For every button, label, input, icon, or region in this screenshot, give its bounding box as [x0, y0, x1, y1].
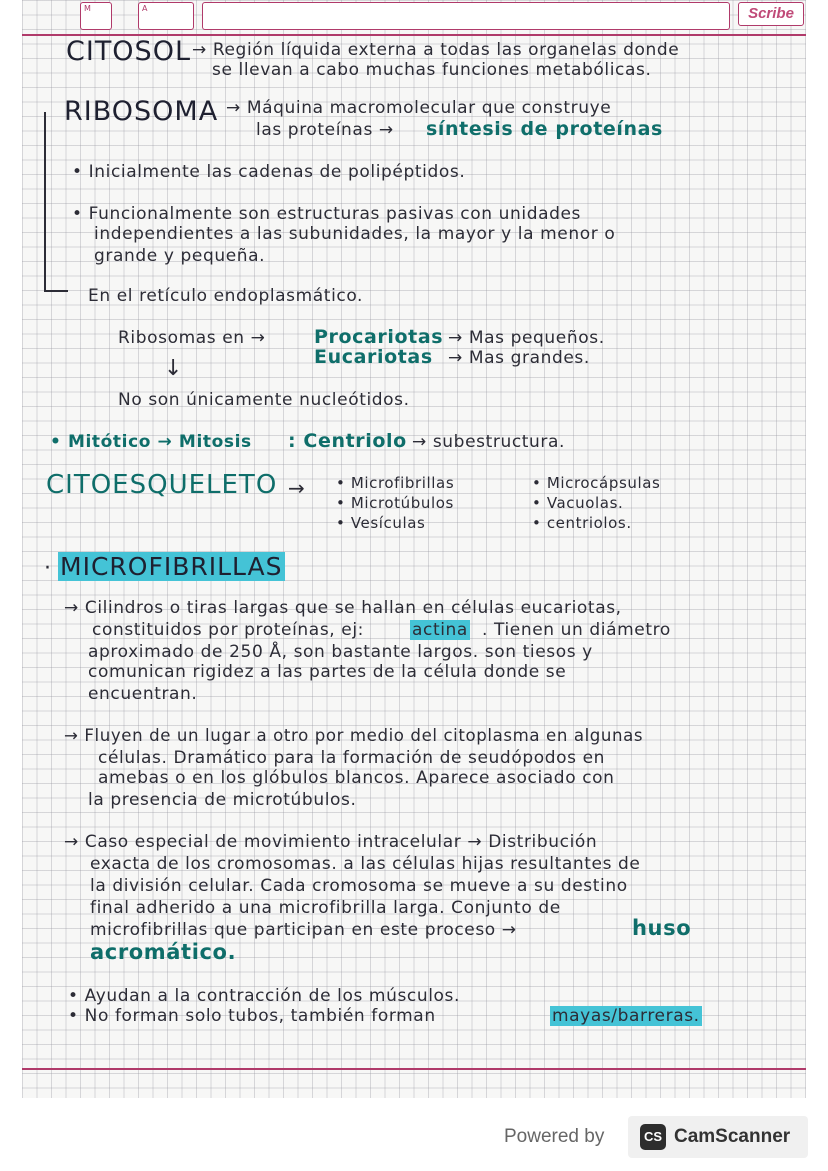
list-col1-item-2: • Microtúbulos	[336, 494, 454, 512]
header-letter-a: A	[142, 4, 148, 13]
p1-line-2a: constituidos por proteínas, ej:	[92, 620, 364, 640]
reticulo-text: En el retículo endoplasmático.	[88, 286, 364, 306]
bullet-1: • Inicialmente las cadenas de polipéptidos.	[72, 162, 466, 182]
no-son-text: No son únicamente nucleótidos.	[118, 390, 410, 410]
centriolo-label: : Centriolo	[288, 430, 407, 452]
bullet-2b: independientes a las subunidades, la mayor y la menor o	[94, 224, 616, 244]
p3-line-4: final adherido a una microfibrilla larga. Conjunto de	[90, 898, 561, 918]
procariotas-label: Procariotas	[314, 326, 444, 348]
ribosomas-en: Ribosomas en →	[118, 328, 266, 348]
header-letter-m: M	[84, 4, 91, 13]
ribosoma-text-2a: las proteínas →	[256, 120, 394, 140]
eucariotas-text: → Mas grandes.	[448, 348, 590, 368]
citoesqueleto-title: CITOESQUELETO	[46, 470, 278, 500]
p1-line-5: encuentran.	[88, 684, 198, 704]
p2-line-3: amebas o en los glóbulos blancos. Aparece asociado con	[98, 768, 615, 788]
p3-line-6: acromático.	[90, 940, 237, 964]
list-col1-item-1: • Microfibrillas	[336, 474, 455, 492]
list-col1-item-3: • Vesículas	[336, 514, 426, 532]
list-col2-item-1: • Microcápsulas	[532, 474, 661, 492]
ribosoma-text-2b: síntesis de proteínas	[426, 118, 663, 140]
ribosoma-title: RIBOSOMA	[64, 96, 219, 127]
eucariotas-label: Eucariotas	[314, 346, 433, 368]
down-arrow-icon: ↓	[164, 356, 183, 381]
bullet-4b: mayas/barreras.	[552, 1006, 700, 1026]
p1-line-2b: actina	[412, 620, 468, 640]
brand-logo: Scribe	[738, 2, 804, 26]
powered-by-text: Powered by	[504, 1126, 605, 1147]
camscanner-logo-icon: CS	[640, 1124, 666, 1150]
bracket-line	[44, 112, 46, 290]
p1-line-1: → Cilindros o tiras largas que se hallan en células eucariotas,	[64, 598, 622, 618]
bracket-arrow-line	[44, 290, 68, 292]
centriolo-text: → subestructura.	[412, 432, 566, 452]
citosol-title: CITOSOL	[66, 36, 191, 67]
p3-line-3: la división celular. Cada cromosoma se mueve a su destino	[90, 876, 628, 896]
microfibrillas-bullet: ·	[44, 556, 51, 581]
ribosoma-text-1: → Máquina macromolecular que construye	[226, 98, 612, 118]
p3-line-2: exacta de los cromosomas. a las células hijas resultantes de	[90, 854, 641, 874]
bullet-4a: • No forman solo tubos, también forman	[68, 1006, 436, 1026]
microfibrillas-title: MICROFIBRILLAS	[60, 552, 283, 581]
p2-line-2: células. Dramático para la formación de seudópodos en	[98, 748, 606, 768]
bullet-2a: • Funcionalmente son estructuras pasivas con unidades	[72, 204, 582, 224]
citosol-text-2: se llevan a cabo muchas funciones metabólicas.	[212, 60, 652, 80]
bullet-3: • Ayudan a la contracción de los músculos.	[68, 986, 461, 1006]
list-col2-item-2: • Vacuolas.	[532, 494, 624, 512]
p3-line-1: → Caso especial de movimiento intracelular → Distribución	[64, 832, 598, 852]
citoesqueleto-arrow: →	[288, 476, 306, 500]
p2-line-1: → Fluyen de un lugar a otro por medio del citoplasma en algunas	[64, 726, 644, 745]
p1-line-4: comunican rigidez a las partes de la célula donde se	[88, 662, 567, 682]
p1-line-3: aproximado de 250 Å, son bastante largos. son tiesos y	[88, 642, 593, 662]
p1-line-2c: . Tienen un diámetro	[482, 620, 671, 640]
p2-line-4: la presencia de microtúbulos.	[88, 790, 357, 810]
camscanner-name: CamScanner	[674, 1126, 791, 1147]
mitotico-text: • Mitótico → Mitosis	[50, 432, 252, 452]
bullet-2c: grande y pequeña.	[94, 246, 266, 266]
procariotas-text: → Mas pequeños.	[448, 328, 605, 348]
citosol-text-1: → Región líquida externa a todas las organelas donde	[192, 40, 680, 60]
list-col2-item-3: • centriolos.	[532, 514, 632, 532]
p3-line-5a: microfibrillas que participan en este proceso →	[90, 920, 517, 940]
p3-line-5b: huso	[632, 916, 692, 940]
